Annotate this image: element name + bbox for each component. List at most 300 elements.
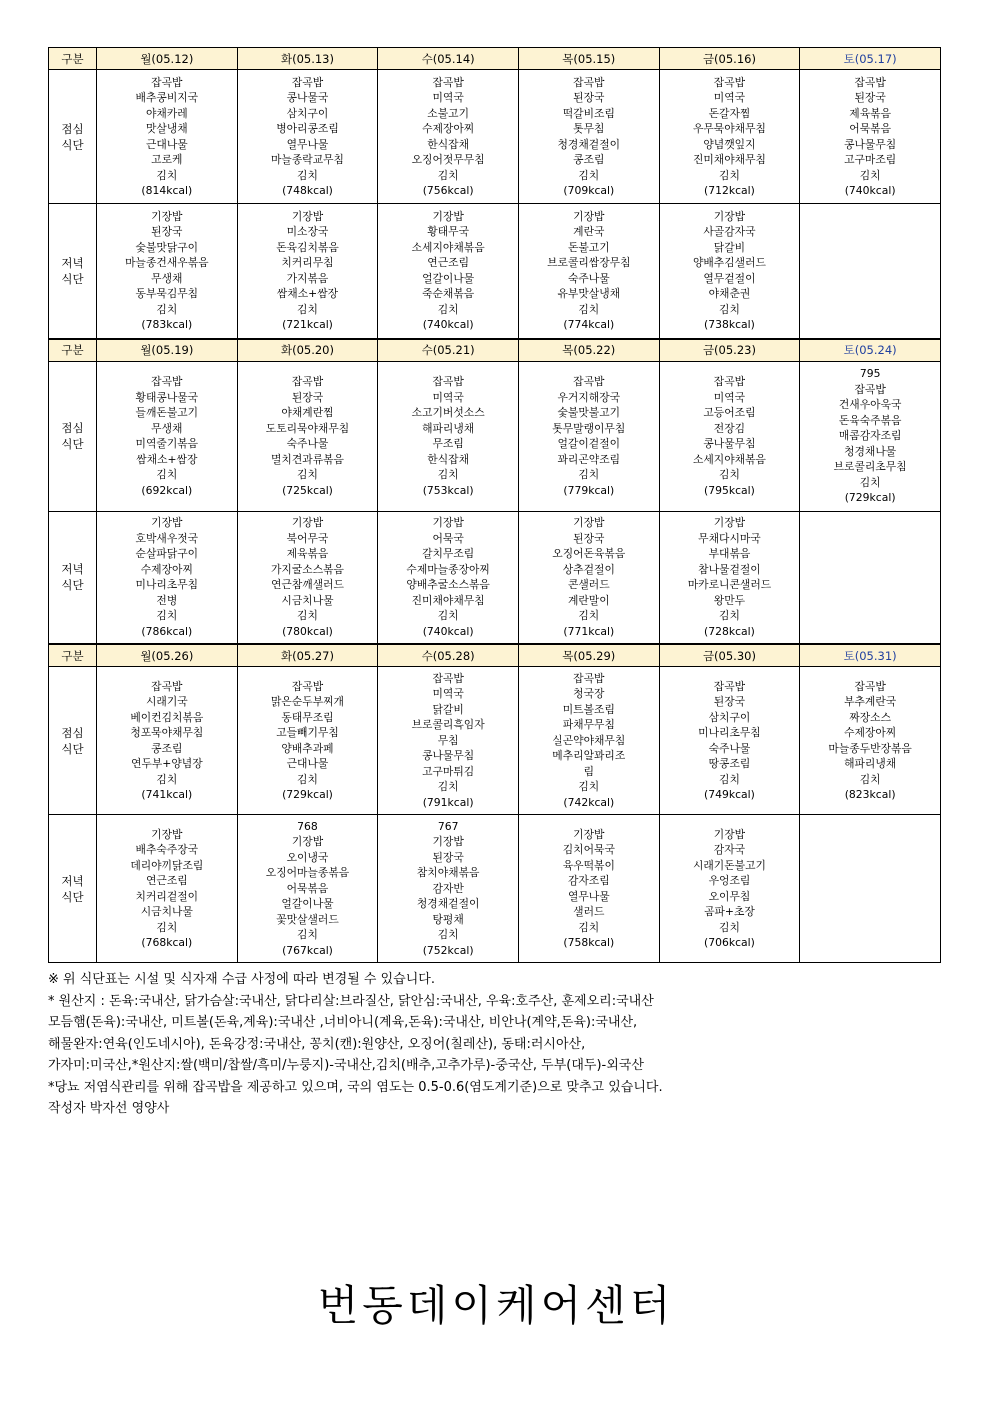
- menu-item: 잡곡밥: [151, 375, 183, 388]
- day-header: 금(05.16): [659, 48, 800, 70]
- menu-cell: [800, 511, 941, 644]
- menu-cell: [378, 204, 519, 339]
- label-header: 구분: [49, 339, 97, 362]
- menu-item: 진미채야채무침: [411, 593, 485, 607]
- menu-item: 된장국: [573, 531, 605, 545]
- menu-cell: [659, 361, 800, 511]
- label-header: 구분: [49, 644, 97, 667]
- menu-item: 청경채겉절이: [557, 137, 621, 151]
- day-header: 금(05.23): [659, 339, 800, 362]
- menu-item: 돈육숙주볶음: [838, 413, 902, 427]
- menu-cell: [237, 511, 378, 644]
- menu-item: 곰파+초장: [704, 905, 755, 918]
- menu-item: 수제장아찌: [844, 726, 897, 739]
- menu-item: 김치: [437, 609, 459, 623]
- menu-cell: [518, 511, 659, 644]
- menu-item: 숙주나물: [567, 271, 610, 285]
- meal-label-line: 점심: [61, 421, 84, 435]
- menu-item: 도토리묵야채무침: [265, 421, 350, 435]
- menu-item: 김치: [719, 468, 740, 481]
- menu-item: 오이무침: [708, 889, 751, 903]
- day-header: 월(05.26): [97, 644, 238, 667]
- menu-cell: [378, 70, 519, 204]
- menu-item: 가지굴소스볶음: [270, 562, 344, 576]
- menu-item: 미역국: [713, 91, 746, 104]
- meal-label-line: 식단: [61, 271, 84, 286]
- menu-cell: [97, 511, 238, 644]
- menu-item: 숙주나물: [286, 437, 329, 450]
- menu-item: 계란국: [573, 225, 605, 239]
- menu-item: 황태무국: [427, 225, 469, 239]
- menu-item: 김치: [719, 609, 740, 623]
- menu-item: 콘샐러드: [567, 578, 610, 592]
- menu-item: 상추겉절이: [562, 562, 615, 576]
- menu-cell: [237, 815, 378, 963]
- dinner-row: [49, 204, 941, 339]
- menu-item: 고구마튀김: [422, 764, 475, 778]
- menu-item: 부대볶음: [708, 547, 751, 561]
- menu-item: 김치: [156, 468, 178, 481]
- menu-item: 병아리콩조림: [276, 122, 339, 135]
- menu-item: 연근조림: [145, 874, 188, 887]
- menu-item: 잡곡밥: [291, 679, 324, 693]
- menu-item: 기장밥: [573, 209, 605, 223]
- menu-item: 맑은순두부찌개: [270, 695, 344, 708]
- menu-item: 연근조림: [427, 256, 469, 270]
- menu-item: 된장국: [854, 91, 886, 104]
- menu-item: 김치: [578, 468, 600, 481]
- menu-item: 잡곡밥: [151, 75, 183, 89]
- menu-cell: [659, 511, 800, 644]
- menu-item: 김치: [578, 920, 600, 934]
- menu-item: 꽃맛살샐러드: [276, 912, 339, 926]
- menu-item: (712kcal): [704, 184, 755, 197]
- menu-item: 된장국: [151, 225, 183, 239]
- meal-label: [49, 815, 97, 963]
- menu-item: 청경채나물: [844, 444, 897, 458]
- menu-item: 기장밥: [151, 516, 183, 530]
- menu-cell: [97, 204, 238, 339]
- menu-item: 잡곡밥: [291, 375, 324, 388]
- note-line: *당뇨 저염식관리를 위해 잡곡밥을 제공하고 있으며, 국의 염도는 0.5-0.6(염도계기준)으로 맞추고 있습니다.: [48, 1079, 663, 1095]
- meal-label: [49, 667, 97, 815]
- menu-cell: [237, 361, 378, 511]
- menu-item: 림: [583, 764, 595, 778]
- menu-cell: [800, 70, 941, 204]
- menu-item: 닭갈비: [432, 702, 464, 716]
- menu-item: 소세지야채볶음: [411, 240, 485, 254]
- menu-item: 근대나물: [145, 137, 188, 151]
- menu-item: 수제마늘종장아찌: [406, 562, 490, 576]
- menu-item: (786kcal): [141, 624, 193, 638]
- menu-item: (753kcal): [422, 483, 474, 497]
- menu-cell: [378, 815, 519, 963]
- menu-item: (742kcal): [563, 795, 615, 809]
- note-line: 가자미:미국산,*원산지:쌀(백미/찹쌀/흑미/누룽지)-국내산,김치(배추,고추가루)-중국산, 두부(대두)-외국산: [48, 1058, 644, 1073]
- menu-cell: [378, 361, 519, 511]
- menu-item: 시금치나물: [140, 905, 193, 918]
- menu-item: 기장밥: [291, 516, 324, 530]
- day-header: 토(05.24): [800, 339, 941, 362]
- menu-item: (780kcal): [282, 624, 333, 638]
- menu-cell: [659, 815, 800, 963]
- menu-item: (749kcal): [704, 788, 755, 801]
- menu-item: 고들빼기무침: [276, 726, 339, 739]
- menu-item: 된장국: [291, 390, 324, 404]
- menu-item: 브로콜리흑임자: [411, 718, 485, 732]
- day-header: 수(05.28): [378, 644, 519, 667]
- menu-item: (740kcal): [422, 318, 474, 332]
- menu-item: (729kcal): [844, 491, 896, 505]
- meal-label: [49, 361, 97, 511]
- menu-item: 김치: [156, 609, 178, 623]
- menu-item: 기장밥: [432, 835, 464, 849]
- menu-item: 김치: [297, 609, 318, 623]
- menu-item: 치커리무침: [281, 256, 334, 270]
- menu-cell: [97, 667, 238, 815]
- menu-item: 콩나물무침: [422, 749, 475, 763]
- week-header-row: [49, 644, 941, 667]
- meal-label: [49, 511, 97, 644]
- menu-item: 맛살냉채: [145, 122, 188, 135]
- menu-item: 잡곡밥: [573, 75, 605, 89]
- menu-item: 어묵국: [432, 531, 464, 545]
- menu-item: 김치: [719, 168, 740, 182]
- menu-item: 잡곡밥: [713, 75, 746, 89]
- menu-item: 부추계란국: [844, 695, 897, 708]
- week-header-row: [49, 48, 941, 70]
- menu-item: 제육볶음: [286, 547, 329, 561]
- menu-item: 청국장: [573, 687, 605, 701]
- menu-item: (729kcal): [282, 788, 333, 801]
- menu-item: 샐러드: [573, 905, 605, 918]
- label-header: 구분: [49, 48, 97, 70]
- note-line: 해물완자:연육(인도네시아), 돈육강정:국내산, 꽁치(캔):원양산, 오징어(칠레산), 동태:러시아산,: [48, 1036, 586, 1052]
- menu-item: (768kcal): [141, 936, 193, 949]
- menu-item: 양배추굴소스볶음: [406, 578, 490, 592]
- menu-item: 기장밥: [151, 209, 183, 223]
- day-header: 목(05.15): [518, 48, 659, 70]
- menu-cell: [237, 667, 378, 815]
- menu-item: 파채무무침: [562, 718, 615, 732]
- menu-item: (740kcal): [844, 184, 896, 197]
- menu-item: 데리야끼닭조림: [130, 858, 204, 872]
- menu-item: 미역줄기볶음: [135, 437, 199, 450]
- day-header: 화(05.27): [237, 644, 378, 667]
- menu-item: 순살파닭구이: [135, 547, 199, 561]
- menu-item: 쌈채소+쌈장: [136, 452, 198, 466]
- menu-cell: [518, 361, 659, 511]
- menu-item: 실곤약야채무침: [552, 733, 626, 747]
- menu-item: 참치야채볶음: [416, 866, 480, 880]
- menu-item: 잡곡밥: [432, 375, 464, 388]
- menu-item: 김치: [297, 302, 318, 316]
- meal-label-line: 식단: [61, 889, 84, 904]
- menu-item: 김치: [719, 772, 740, 786]
- menu-item: 김치: [859, 168, 881, 182]
- meal-label-line: 점심: [61, 121, 84, 136]
- menu-item: 어묵볶음: [849, 122, 891, 135]
- menu-cell: [800, 204, 941, 339]
- menu-item: (728kcal): [704, 624, 755, 638]
- note-line: 작성자 박자선 영양사: [48, 1101, 170, 1116]
- menu-item: (721kcal): [282, 318, 333, 332]
- menu-item: 잡곡밥: [854, 679, 886, 693]
- menu-item: 숙주나물: [708, 741, 751, 755]
- lunch-row: [49, 70, 941, 204]
- menu-item: 기장밥: [573, 827, 605, 841]
- meal-label-line: 식단: [61, 578, 84, 593]
- menu-item: 얼갈이겉절이: [557, 437, 621, 450]
- menu-item: 숯불맛불고기: [557, 406, 621, 419]
- menu-item: 떡갈비조림: [562, 106, 615, 120]
- menu-item: 잡곡밥: [713, 375, 746, 388]
- menu-item: 기장밥: [432, 516, 464, 530]
- menu-item: 한식잡채: [427, 137, 469, 151]
- menu-item: 얼갈이나물: [422, 271, 475, 285]
- menu-item: 김치: [719, 920, 740, 934]
- menu-item: (752kcal): [422, 943, 474, 957]
- menu-item: 김치: [156, 302, 178, 316]
- meal-label-line: 저녁: [61, 873, 84, 888]
- menu-item: 동태무조림: [281, 710, 334, 724]
- menu-item: 왕만두: [713, 593, 746, 607]
- menu-item: 김치: [297, 168, 318, 182]
- menu-item: (725kcal): [282, 483, 333, 497]
- menu-item: 잡곡밥: [573, 671, 605, 685]
- menu-item: 콩조림: [573, 153, 605, 166]
- menu-item: 오징어돈육볶음: [552, 547, 626, 561]
- menu-item: 김치: [437, 468, 459, 481]
- dinner-row: [49, 511, 941, 644]
- menu-item: 전병: [156, 593, 178, 607]
- menu-item: 숯불맛닭구이: [135, 240, 199, 254]
- menu-item: 김치: [297, 772, 318, 786]
- menu-cell: [378, 511, 519, 644]
- menu-item: 갈치무조림: [422, 547, 475, 561]
- menu-item: 무생채: [151, 421, 183, 435]
- menu-item: (767kcal): [282, 943, 333, 957]
- menu-cell: [659, 70, 800, 204]
- menu-item: 어묵볶음: [286, 881, 329, 895]
- day-header: 월(05.12): [97, 48, 238, 70]
- day-header: 화(05.20): [237, 339, 378, 362]
- menu-item: 돈갈자찜: [708, 106, 751, 120]
- lunch-row: [49, 361, 941, 511]
- menu-item: 오이냉국: [286, 850, 329, 864]
- menu-item: 북어무국: [286, 531, 329, 545]
- menu-item: 김치어묵국: [562, 843, 615, 856]
- menu-item: 땅콩조림: [708, 757, 751, 770]
- menu-item: 닭갈비: [713, 240, 746, 254]
- menu-item: 기장밥: [291, 835, 324, 849]
- menu-item: 브로콜리쌈장무침: [547, 256, 631, 270]
- menu-item: 768: [297, 819, 318, 833]
- menu-item: 기장밥: [713, 827, 746, 841]
- meal-label-line: 저녁: [61, 255, 84, 270]
- menu-item: 된장국: [713, 695, 746, 708]
- day-header: 화(05.13): [237, 48, 378, 70]
- menu-item: 우무묵야채무침: [692, 122, 766, 135]
- menu-item: 양배추김샐러드: [692, 256, 766, 270]
- menu-item: 야채춘권: [708, 287, 751, 301]
- menu-item: 콩나물무침: [703, 437, 756, 450]
- menu-item: 죽순채볶음: [422, 287, 475, 301]
- menu-item: 된장국: [432, 850, 464, 864]
- menu-item: 참나물겉절이: [698, 562, 761, 576]
- menu-item: 수제장아찌: [422, 122, 475, 135]
- menu-item: 소고기버섯소스: [411, 406, 485, 419]
- menu-item: 야채계란찜: [281, 406, 334, 419]
- menu-item: 호박새우젓국: [135, 531, 199, 545]
- menu-item: (709kcal): [563, 184, 615, 197]
- menu-item: 미트볼조림: [562, 702, 615, 716]
- menu-item: 잡곡밥: [573, 375, 605, 388]
- menu-item: 마늘종건새우볶음: [125, 256, 209, 270]
- note-line: * 원산지 : 돈육:국내산, 닭가슴살:국내산, 닭다리살:브라질산, 닭안심:국내산, 우육:호주산, 훈제오리:국내산: [48, 993, 654, 1009]
- day-header: 토(05.17): [800, 48, 941, 70]
- menu-item: 꽈리곤약조림: [557, 452, 621, 466]
- menu-cell: [97, 361, 238, 511]
- menu-item: (738kcal): [704, 318, 755, 332]
- menu-item: 양념깻잎지: [703, 137, 756, 151]
- day-header: 토(05.31): [800, 644, 941, 667]
- menu-cell: [237, 70, 378, 204]
- menu-item: 무침: [437, 733, 459, 747]
- lunch-row: [49, 667, 941, 815]
- menu-item: 근대나물: [286, 757, 329, 770]
- menu-item: 배추숙주장국: [135, 843, 199, 856]
- dinner-row: [49, 815, 941, 963]
- menu-item: 건새우아욱국: [838, 398, 902, 412]
- day-header: 수(05.14): [378, 48, 519, 70]
- note-line: ※ 위 식단표는 시설 및 식자재 수급 사정에 따라 변경될 수 있습니다.: [48, 972, 435, 987]
- menu-item: (779kcal): [563, 483, 615, 497]
- menu-item: 고구마조림: [844, 153, 897, 166]
- menu-item: 미역국: [713, 390, 746, 404]
- menu-item: 매콤감자조림: [838, 429, 902, 443]
- menu-item: 잡곡밥: [432, 75, 464, 89]
- menu-item: 우엉조림: [708, 874, 751, 887]
- menu-item: (791kcal): [422, 795, 474, 809]
- menu-item: 시래기국: [145, 695, 188, 708]
- menu-item: 기장밥: [713, 209, 746, 223]
- menu-item: 열무겉절이: [703, 271, 756, 285]
- menu-item: 전장김: [713, 421, 746, 435]
- menu-item: 잡곡밥: [713, 679, 746, 693]
- menu-cell: [800, 667, 941, 815]
- menu-item: 김치: [719, 302, 740, 316]
- menu-item: 김치: [437, 928, 459, 942]
- menu-item: 시래기돈불고기: [692, 858, 766, 872]
- menu-item: 잡곡밥: [151, 679, 183, 693]
- menu-item: 무생채: [151, 271, 183, 285]
- menu-item: 김치: [437, 168, 459, 182]
- menu-item: 소불고기: [427, 106, 469, 120]
- menu-item: 동부묵김무침: [135, 287, 199, 301]
- menu-item: 기장밥: [432, 209, 464, 223]
- menu-item: (741kcal): [141, 788, 193, 801]
- menu-item: 김치: [297, 468, 318, 481]
- menu-item: 소세지야채볶음: [692, 452, 766, 466]
- menu-item: 된장국: [573, 91, 605, 104]
- menu-item: 베이컨김치볶음: [130, 710, 204, 724]
- menu-item: 청포묵야채무침: [130, 726, 204, 739]
- menu-item: 김치: [578, 302, 600, 316]
- menu-item: 가지볶음: [286, 271, 329, 285]
- menu-item: 무채다시마국: [698, 531, 761, 545]
- menu-item: 미나리초무침: [698, 726, 761, 739]
- menu-item: 마카로니콘샐러드: [687, 578, 772, 592]
- menu-item: 한식잡채: [427, 452, 469, 466]
- menu-item: 양배추과페: [281, 741, 334, 755]
- menu-item: 유부맛살냉채: [557, 287, 621, 301]
- note-line: 모듬햄(돈육):국내산, 미트볼(돈육,계육):국내산 ,너비아니(계육,돈육):국내산, 비안나(계약,돈육):국내산,: [48, 1015, 638, 1030]
- menu-item: 미소장국: [286, 225, 329, 239]
- meal-label-line: 점심: [61, 725, 84, 740]
- menu-item: (748kcal): [282, 184, 333, 197]
- menu-item: 톳무말랭이무침: [552, 421, 626, 435]
- day-header: 금(05.30): [659, 644, 800, 667]
- menu-item: 시금치나물: [281, 593, 334, 607]
- menu-table: [48, 47, 941, 963]
- menu-item: 삼치구이: [708, 710, 751, 724]
- menu-item: (771kcal): [563, 624, 615, 638]
- menu-item: 얼갈이나물: [281, 897, 334, 911]
- menu-item: (814kcal): [141, 184, 193, 197]
- menu-item: 795: [859, 367, 881, 381]
- menu-cell: [97, 70, 238, 204]
- week-header-row: [49, 339, 941, 362]
- menu-item: 삼치구이: [286, 106, 329, 120]
- menu-cell: [378, 667, 519, 815]
- menu-item: 감자국: [713, 843, 746, 856]
- menu-item: 고등어조림: [703, 406, 756, 419]
- menu-item: 우거지해장국: [557, 390, 621, 404]
- menu-item: 제육볶음: [849, 106, 891, 120]
- menu-cell: [97, 815, 238, 963]
- center-name: 번동데이케어센터: [317, 1281, 675, 1330]
- menu-item: 무조림: [432, 437, 464, 450]
- menu-cell: [518, 70, 659, 204]
- menu-item: (706kcal): [704, 936, 755, 949]
- menu-item: 사골감자국: [703, 225, 756, 239]
- menu-item: (758kcal): [563, 936, 615, 949]
- menu-item: 감자반: [432, 881, 464, 895]
- menu-cell: [800, 361, 941, 511]
- menu-item: 미역국: [432, 390, 464, 404]
- meal-label-line: 저녁: [61, 562, 84, 577]
- meal-label: [49, 70, 97, 204]
- meal-label-line: 식단: [61, 137, 84, 152]
- menu-item: 미역국: [432, 91, 464, 104]
- menu-item: 김치: [437, 780, 459, 794]
- menu-item: 마늘종두반장볶음: [828, 741, 912, 755]
- menu-item: 황태콩나물국: [135, 390, 199, 404]
- menu-item: 김치: [297, 928, 318, 942]
- menu-item: 김치: [578, 168, 600, 182]
- notes: [48, 969, 941, 1120]
- menu-item: (756kcal): [422, 184, 474, 197]
- menu-item: 마늘종락교무침: [270, 153, 344, 166]
- menu-item: 육우떡볶이: [562, 858, 615, 872]
- menu-item: 기장밥: [291, 209, 324, 223]
- menu-item: 김치: [859, 772, 881, 786]
- menu-item: 탕평채: [432, 912, 464, 926]
- menu-item: 해파리냉채: [844, 757, 897, 770]
- menu-item: 잡곡밥: [854, 382, 886, 396]
- menu-item: 김치: [859, 475, 881, 489]
